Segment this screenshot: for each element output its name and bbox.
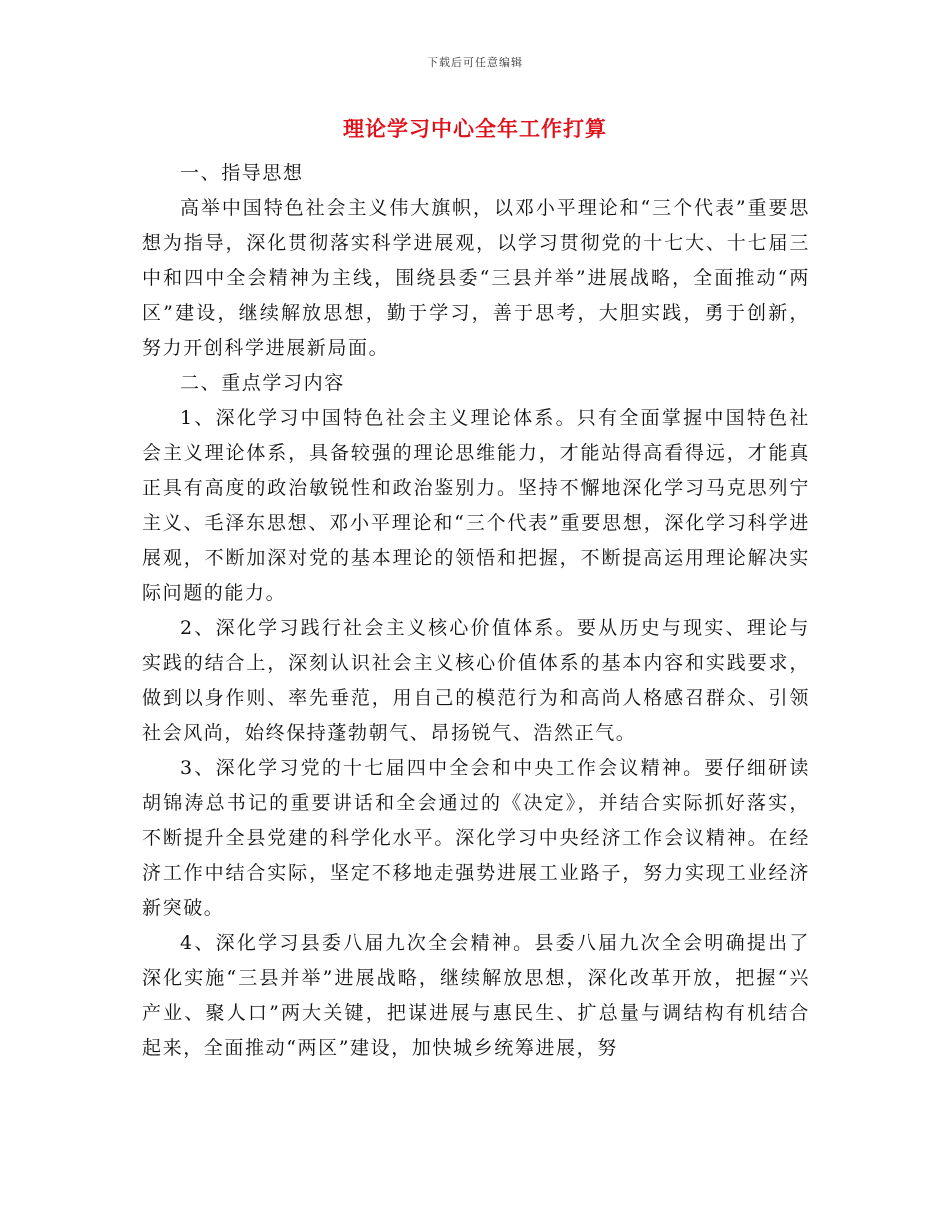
document-body <box>142 156 810 1066</box>
header-note: 下载后可任意编辑 <box>427 56 523 69</box>
section-heading-key-content: 二、重点学习内容 <box>180 372 345 394</box>
paragraph-item-2: 2、深化学习践行社会主义核心价值体系。要从历史与现实、理论与实践的结合上，深刻认识社会主义核心价值体系的基本内容和实践要求，做到以身作则、率先垂范，用自己的模范行为和高尚人格感召群众、引领社会风尚，始终保持蓬勃朝气、昂扬锐气、浩然正气。 <box>142 617 810 744</box>
document-title: 理论学习中心全年工作打算 <box>343 116 607 141</box>
section-heading-guiding-thought: 一、指导思想 <box>180 162 304 184</box>
paragraph-guiding-thought: 高举中国特色社会主义伟大旗帜，以邓小平理论和“三个代表”重要思想为指导，深化贯彻落实科学进展观，以学习贯彻党的十七大、十七届三中和四中全会精神为主线，围绕县委“三县并举”进展战略，全面推动“两区”建设，继续解放思想，勤于学习，善于思考，大胆实践，勇于创新，努力开创科学进展新局面。 <box>142 197 810 359</box>
paragraph-item-4: 4、深化学习县委八届九次全会精神。县委八届九次全会明确提出了深化实施“三县并举”进展战略，继续解放思想，深化改革开放，把握“兴产业、聚人口”两大关键，把谋进展与惠民生、扩总量与调结构有机结合起来，全面推动“两区”建设，加快城乡统筹进展，努 <box>142 932 810 1059</box>
paragraph-item-3: 3、深化学习党的十七届四中全会和中央工作会议精神。要仔细研读胡锦涛总书记的重要讲话和全会通过的《决定》，并结合实际抓好落实，不断提升全县党建的科学化水平。深化学习中央经济工作会议精神。在经济工作中结合实际，坚定不移地走强势进展工业路子，努力实现工业经济新突破。 <box>142 757 810 919</box>
paragraph-item-1: 1、深化学习中国特色社会主义理论体系。只有全面掌握中国特色社会主义理论体系，具备较强的理论思维能力，才能站得高看得远，才能真正具有高度的政治敏锐性和政治鉴别力。坚持不懈地深化学习马克思列宁主义、毛泽东思想、邓小平理论和“三个代表”重要思想，深化学习科学进展观，不断加深对党的基本理论的领悟和把握，不断提高运用理论解决实际问题的能力。 <box>142 407 810 604</box>
